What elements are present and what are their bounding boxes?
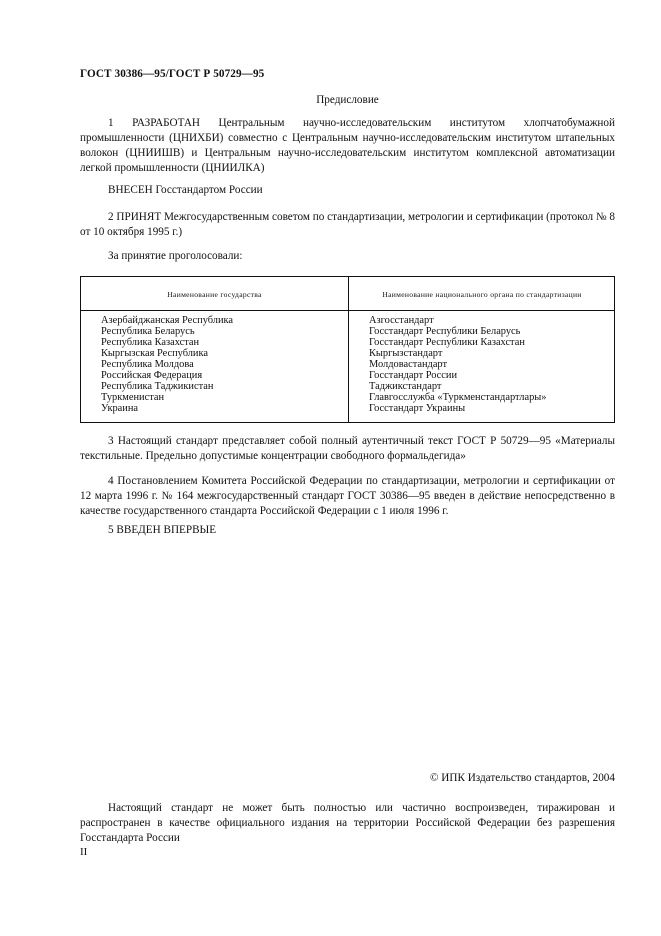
table-row-state: Туркменистан	[101, 392, 165, 403]
table-row-state: Кыргызская Республика	[101, 348, 208, 359]
table-row-state: Республика Молдова	[101, 359, 194, 370]
table-row-standards-body: Главгосслужба «Туркменстандартлары»	[369, 392, 547, 403]
copyright-notice: © ИПК Издательство стандартов, 2004	[429, 772, 615, 784]
table-row-state: Азербайджанская Республика	[101, 315, 234, 326]
paragraph-voted-for: За принятие проголосовали:	[108, 250, 243, 262]
paragraph-introduced-by: ВНЕСЕН Госстандартом России	[108, 184, 263, 196]
reproduction-notice: Настоящий стандарт не может быть полностью или частично воспроизведен, тиражирован и распространен в качестве официального издания на территории Российской Федерации без разрешения Госстандарта России	[80, 802, 615, 844]
states-list	[101, 315, 233, 414]
voting-states-table	[80, 276, 615, 423]
paragraph-adopted-by: 2 ПРИНЯТ Межгосударственным советом по стандартизации, метрологии и сертификации (протокол № 8 от 10 октября 1995 г.)	[80, 211, 615, 238]
table-row-standards-body: Кыргызстандарт	[369, 348, 443, 359]
table-row-state: Республика Беларусь	[101, 326, 195, 337]
table-row-state: Республика Казахстан	[101, 337, 200, 348]
table-row-standards-body: Молдовастандарт	[369, 359, 448, 370]
document-header-title: ГОСТ 30386—95/ГОСТ Р 50729—95	[80, 68, 265, 80]
table-row-state: Республика Таджикистан	[101, 381, 214, 392]
table-header-state: Наименование государства	[167, 290, 262, 299]
table-row-state: Российская Федерация	[101, 370, 203, 381]
standards-bodies-list	[369, 315, 546, 414]
table-row-standards-body: Таджикстандарт	[369, 381, 442, 392]
table-row-standards-body: Госстандарт Республики Беларусь	[369, 326, 521, 337]
foreword-heading: Предисловие	[316, 94, 379, 106]
paragraph-resolution: 4 Постановлением Комитета Российской Федерации по стандартизации, метрологии и сертификации от 12 марта 1996 г. № 164 межгосударственный стандарт ГОСТ 30386—95 введен в действие непосредственно в качестве государственного стандарта Российской Федерации с 1 июля 1996 г.	[80, 475, 615, 517]
table-row-state: Украина	[101, 403, 139, 414]
paragraph-authentic-text: 3 Настоящий стандарт представляет собой полный аутентичный текст ГОСТ Р 50729—95 «Материалы текстильные. Предельно допустимые концентрации свободного формальдегида»	[80, 435, 615, 462]
table-row-standards-body: Госстандарт России	[369, 370, 458, 381]
paragraph-developed-by: 1 РАЗРАБОТАН Центральным научно-исследовательским институтом хлопчатобумажной промышленности (ЦНИХБИ) совместно с Центральным научно-исследовательским институтом штапельных волокон (ЦНИИШВ) и Центральным научно-исследовательским институтом комплексной автоматизации легкой промышленности (ЦНИИЛКА)	[80, 117, 615, 174]
paragraph-introduced-first-time: 5 ВВЕДЕН ВПЕРВЫЕ	[108, 524, 217, 536]
table-header-divider	[81, 310, 614, 311]
page-number: II	[80, 846, 88, 858]
table-row-standards-body: Госстандарт Республики Казахстан	[369, 337, 525, 348]
table-row-standards-body: Госстандарт Украины	[369, 403, 466, 414]
table-header-standards-body: Наименование национального органа по стандартизации	[382, 290, 582, 299]
table-row-standards-body: Азгосстандарт	[369, 315, 434, 326]
